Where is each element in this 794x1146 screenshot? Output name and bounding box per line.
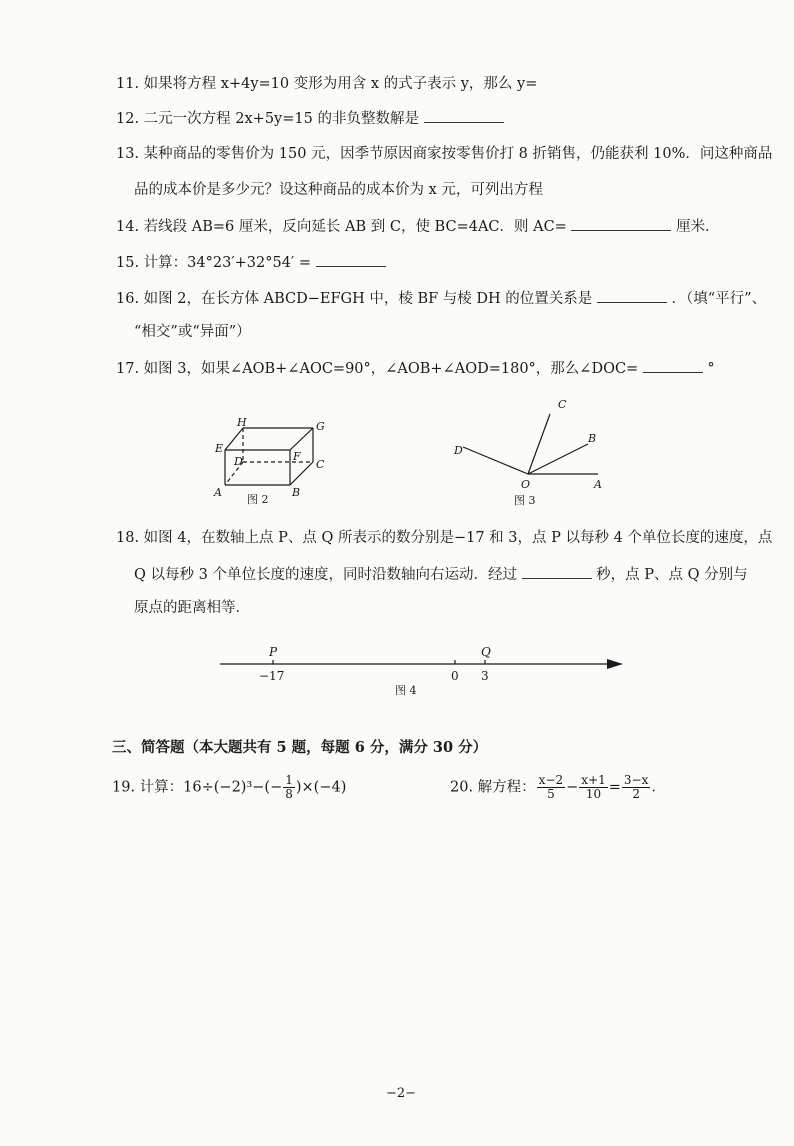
minus-sign: − xyxy=(566,779,579,796)
question-text-line3: 原点的距离相等． xyxy=(134,600,250,616)
question-13-line2 xyxy=(134,180,543,200)
equals-sign: = xyxy=(608,779,621,796)
question-number: 20. xyxy=(450,779,474,796)
question-18 xyxy=(116,528,772,548)
figure-2-caption: 图 2 xyxy=(247,493,269,506)
question-text-line2-after: 秒，点 P、点 Q 分别与 xyxy=(596,567,748,583)
fraction-one-eighth: $\frac{1}{8}$ xyxy=(285,773,293,801)
label-C: C xyxy=(316,458,325,471)
page-number: −2− xyxy=(386,1086,417,1101)
figure-4-number-line xyxy=(215,638,635,702)
label-O: O xyxy=(521,478,531,491)
expression-suffix: )×(−4) xyxy=(295,779,347,796)
tick-label-zero: 0 xyxy=(451,669,459,683)
question-text: 如图 3，如果∠AOB+∠AOC=90°，∠AOB+∠AOD=180°，那么∠DOC= xyxy=(143,361,639,377)
question-text: 计算：34°23′+32°54′ = xyxy=(143,255,311,271)
question-20 xyxy=(450,774,666,801)
question-17 xyxy=(116,358,715,379)
question-text-line2: Q 以每秒 3 个单位长度的速度，同时沿数轴向右运动．经过 xyxy=(134,567,517,583)
question-text-after: ° xyxy=(707,361,715,377)
question-number: 18. xyxy=(116,530,140,546)
label-F: F xyxy=(293,450,301,463)
question-text-after: ．（填“平行”、 xyxy=(671,291,767,307)
question-number: 16. xyxy=(116,291,140,307)
question-text: 二元一次方程 2x+5y=15 的非负整数解是 xyxy=(143,111,419,127)
point-Q-label: Q xyxy=(481,645,491,659)
label-C: C xyxy=(558,398,567,411)
fraction-1: $\frac{x-2}{5}$ xyxy=(538,773,564,801)
label-A: A xyxy=(594,478,602,491)
label-H: H xyxy=(237,416,247,429)
figure-2-cuboid xyxy=(205,410,345,510)
answer-blank[interactable] xyxy=(316,252,386,267)
question-12 xyxy=(116,108,504,129)
point-P-label: P xyxy=(269,645,278,659)
question-14 xyxy=(116,216,720,237)
label-D: D xyxy=(234,455,243,468)
question-text-line2: 品的成本价是多少元？设这种商品的成本价为 x 元，可列出方程 xyxy=(134,182,543,198)
question-number: 17. xyxy=(116,361,140,377)
question-text: 如果将方程 x+4y=10 变形为用含 x 的式子表示 y，那么 y= xyxy=(143,76,538,92)
figure-3-caption: 图 3 xyxy=(514,494,536,507)
answer-blank[interactable] xyxy=(424,108,504,123)
question-text-line2: “相交”或“异面”） xyxy=(134,324,251,340)
figure-4-caption: 图 4 xyxy=(395,684,417,697)
expression-prefix: 计算：16÷(−2)³−(− xyxy=(139,779,283,796)
arrow-right-icon xyxy=(607,659,623,669)
question-text-line1: 如图 4，在数轴上点 P、点 Q 所表示的数分别是−17 和 3，点 P 以每秒 4 个单位长度的速度，点 xyxy=(143,530,773,546)
answer-blank[interactable] xyxy=(571,216,671,231)
period: ． xyxy=(651,779,666,796)
question-number: 13. xyxy=(116,146,140,162)
label-B: B xyxy=(588,432,597,445)
fraction-2: $\frac{x+1}{10}$ xyxy=(581,773,606,801)
label-G: G xyxy=(316,420,325,433)
question-11 xyxy=(116,74,537,94)
figure-3-angles xyxy=(448,392,618,512)
question-text: 如图 2，在长方体 ABCD−EFGH 中，棱 BF 与棱 DH 的位置关系是 xyxy=(143,291,593,307)
tick-label-three: 3 xyxy=(481,669,489,683)
question-number: 14. xyxy=(116,219,140,235)
tick-label-neg17: −17 xyxy=(259,669,285,683)
question-19 xyxy=(112,774,346,801)
question-text-line1: 某种商品的零售价为 150 元，因季节原因商家按零售价打 8 折销售，仍能获利 10%．问这种商品 xyxy=(143,146,773,162)
answer-blank[interactable] xyxy=(522,564,592,579)
equation-prefix: 解方程： xyxy=(477,779,536,796)
question-number: 12. xyxy=(116,111,140,127)
question-text-after: 厘米． xyxy=(676,219,720,235)
label-A: A xyxy=(214,486,222,499)
question-13 xyxy=(116,144,772,164)
answer-blank[interactable] xyxy=(643,358,703,373)
question-18-line3 xyxy=(134,598,250,618)
question-number: 19. xyxy=(112,779,136,796)
question-15 xyxy=(116,252,386,273)
fraction-3: $\frac{3-x}{2}$ xyxy=(623,773,649,801)
question-text: 若线段 AB=6 厘米，反向延长 AB 到 C，使 BC=4AC．则 AC= xyxy=(143,219,567,235)
question-number: 15. xyxy=(116,255,140,271)
section-3-title: 三、简答题（本大题共有 5 题，每题 6 分，满分 30 分） xyxy=(112,739,488,756)
question-16 xyxy=(116,288,766,309)
question-18-line2 xyxy=(134,564,748,585)
label-D: D xyxy=(454,444,463,457)
label-E: E xyxy=(215,442,224,455)
question-16-line2 xyxy=(134,322,251,342)
answer-blank[interactable] xyxy=(597,288,667,303)
label-B: B xyxy=(292,486,301,499)
question-number: 11. xyxy=(116,76,140,92)
